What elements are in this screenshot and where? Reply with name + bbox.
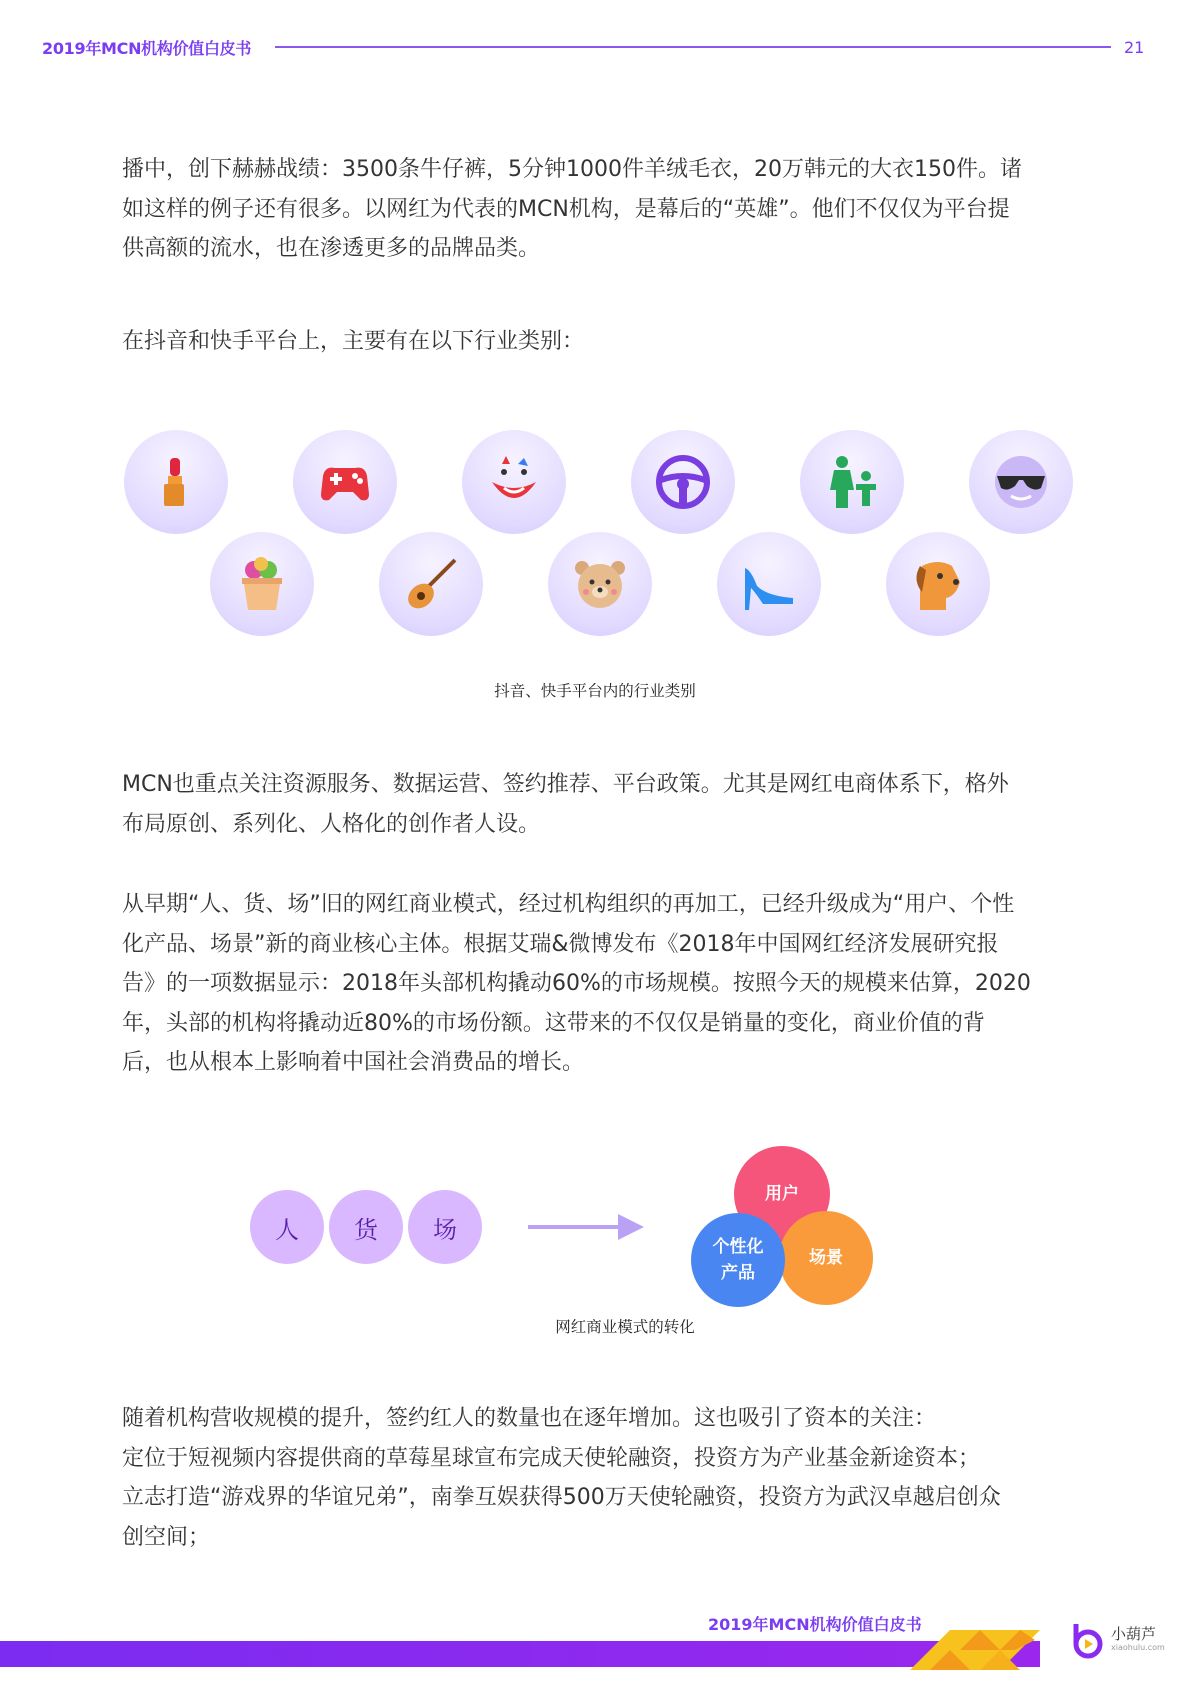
venn-product-label-2: 产品 bbox=[721, 1263, 755, 1283]
arrow-right-icon bbox=[528, 1212, 646, 1242]
figure-1-caption: 抖音、快手平台内的行业类别 bbox=[494, 682, 696, 700]
paragraph-line: 从早期“人、货、场”旧的网红商业模式，经过机构组织的再加工，已经升级成为“用户、个性 bbox=[122, 892, 1015, 917]
paragraph-line: 后，也从根本上影响着中国社会消费品的增长。 bbox=[122, 1050, 585, 1075]
footer-bar bbox=[0, 1641, 1040, 1667]
sunglasses-icon bbox=[969, 430, 1073, 534]
old-model-person: 人 bbox=[250, 1190, 324, 1264]
paragraph-line: MCN也重点关注资源服务、数据运营、签约推荐、平台政策。尤其是网红电商体系下，格外 bbox=[122, 772, 1009, 797]
venn-product-label-1: 个性化 bbox=[712, 1237, 764, 1257]
brand-name: 小葫芦 bbox=[1111, 1625, 1157, 1643]
venn-scene bbox=[779, 1211, 873, 1305]
paragraph-line: 在抖音和快手平台上，主要有在以下行业类别： bbox=[122, 329, 585, 354]
paragraph-line: 布局原创、系列化、人格化的创作者人设。 bbox=[122, 811, 541, 837]
lipstick-icon bbox=[124, 430, 228, 534]
clown-icon bbox=[462, 430, 566, 534]
paragraph-line: 如这样的例子还有很多。以网红为代表的MCN机构，是幕后的“英雄”。他们不仅仅为平台提 bbox=[122, 196, 1010, 222]
gamepad-icon bbox=[293, 430, 397, 534]
paragraph-1 bbox=[122, 150, 1082, 269]
bear-icon bbox=[548, 532, 652, 636]
brand-subtitle: xiaohulu.com bbox=[1111, 1643, 1165, 1652]
brand-logo-icon bbox=[1072, 1620, 1108, 1660]
paragraph-line: 化产品、场景”新的商业核心主体。根据艾瑞&微博发布《2018年中国网红经济发展研究报 bbox=[122, 931, 999, 957]
header-title: 2019年MCN机构价值白皮书 bbox=[42, 39, 252, 58]
dog-icon bbox=[886, 532, 990, 636]
steering-wheel-icon bbox=[631, 430, 735, 534]
paragraph-2 bbox=[122, 322, 1082, 362]
paragraph-3 bbox=[122, 765, 1082, 844]
paragraph-line: 供高额的流水，也在渗透更多的品牌品类。 bbox=[122, 236, 541, 261]
venn-user-label: 用户 bbox=[765, 1184, 799, 1204]
footer-title: 2019年MCN机构价值白皮书 bbox=[708, 1615, 922, 1634]
paragraph-line: 立志打造“游戏界的华谊兄弟”，南拳互娱获得500万天使轮融资，投资方为武汉卓越启创众 bbox=[122, 1485, 1001, 1510]
parent-child-icon bbox=[800, 430, 904, 534]
paragraph-line: 年，头部的机构将撬动近80%的市场份额。这带来的不仅仅是销量的变化，商业价值的背 bbox=[122, 1010, 985, 1036]
paragraph-line: 创空间； bbox=[122, 1524, 211, 1550]
footer-triangle-pattern bbox=[910, 1630, 1040, 1670]
old-model-goods: 货 bbox=[329, 1190, 403, 1264]
high-heel-icon bbox=[717, 532, 821, 636]
old-model-place: 场 bbox=[408, 1190, 482, 1264]
paragraph-line: 定位于短视频内容提供商的草莓星球宣布完成天使轮融资，投资方为产业基金新途资本； bbox=[122, 1445, 981, 1471]
ice-cream-icon bbox=[210, 532, 314, 636]
venn-scene-label: 场景 bbox=[809, 1248, 843, 1268]
venn-product bbox=[691, 1213, 785, 1307]
paragraph-line: 播中，创下赫赫战绩：3500条牛仔裤，5分钟1000件羊绒毛衣，20万韩元的大衣150件。诸 bbox=[122, 157, 1022, 182]
figure-2-caption: 网红商业模式的转化 bbox=[555, 1318, 695, 1336]
paragraph-4 bbox=[122, 885, 1082, 1083]
guitar-icon bbox=[379, 532, 483, 636]
paragraph-line: 随着机构营收规模的提升，签约红人的数量也在逐年增加。这也吸引了资本的关注： bbox=[122, 1406, 937, 1431]
page-number: 21 bbox=[1124, 38, 1145, 57]
header-divider bbox=[275, 46, 1111, 48]
paragraph-line: 告》的一项数据显示：2018年头部机构撬动60%的市场规模。按照今天的规模来估算，2020 bbox=[122, 971, 1031, 996]
paragraph-5 bbox=[122, 1399, 1082, 1557]
